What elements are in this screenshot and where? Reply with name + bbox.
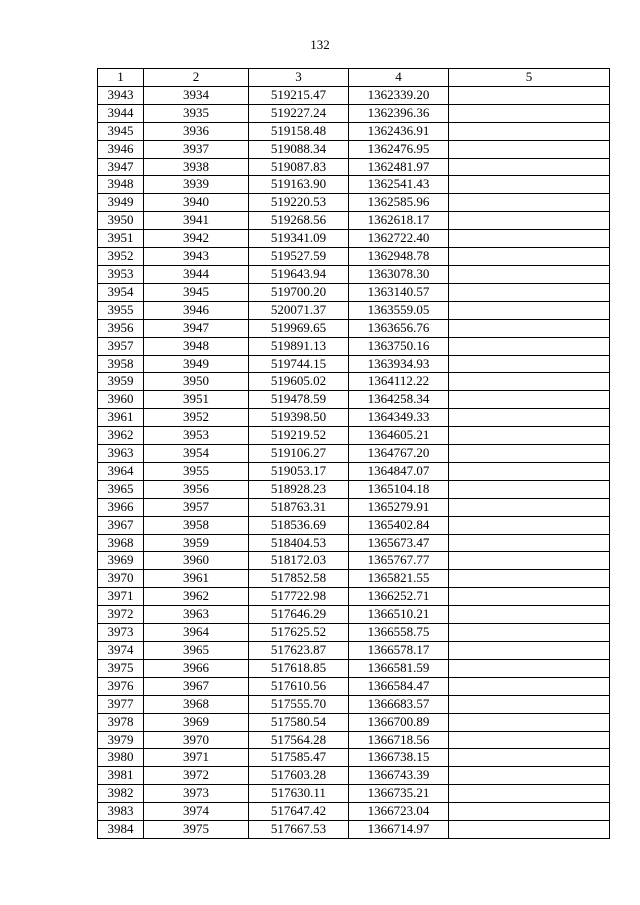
table-cell: 3955 <box>144 462 249 480</box>
table-cell: 519969.65 <box>249 319 349 337</box>
table-cell: 3936 <box>144 122 249 140</box>
table-cell: 3943 <box>144 248 249 266</box>
table-cell: 1366584.47 <box>349 677 449 695</box>
table-cell: 519700.20 <box>249 283 349 301</box>
table-row <box>98 659 610 677</box>
table-row <box>98 588 610 606</box>
table-cell: 3969 <box>98 552 144 570</box>
table-cell: 3946 <box>144 301 249 319</box>
table-cell: 3950 <box>144 373 249 391</box>
table-cell: 3963 <box>144 606 249 624</box>
table-cell: 1366714.97 <box>349 821 449 839</box>
table-cell: 517564.28 <box>249 731 349 749</box>
table-cell: 517646.29 <box>249 606 349 624</box>
table-cell: 3963 <box>98 445 144 463</box>
table-cell: 1363750.16 <box>349 337 449 355</box>
table-cell: 517852.58 <box>249 570 349 588</box>
table-cell: 519398.50 <box>249 409 349 427</box>
table-cell: 1363559.05 <box>349 301 449 319</box>
table-cell: 3973 <box>98 624 144 642</box>
table-row <box>98 606 610 624</box>
table-cell: 1366683.57 <box>349 695 449 713</box>
table-cell: 1362618.17 <box>349 212 449 230</box>
table-cell: 3948 <box>144 337 249 355</box>
table-cell: 3970 <box>144 731 249 749</box>
table-row <box>98 265 610 283</box>
table-cell <box>449 337 610 355</box>
table-row <box>98 427 610 445</box>
table-cell <box>449 427 610 445</box>
table-cell <box>449 140 610 158</box>
table-header <box>98 69 610 87</box>
coordinates-table <box>97 68 610 839</box>
table-cell <box>449 659 610 677</box>
table-cell <box>449 695 610 713</box>
table-cell <box>449 552 610 570</box>
table-cell: 3954 <box>144 445 249 463</box>
table-cell: 1365767.77 <box>349 552 449 570</box>
table-cell: 1364112.22 <box>349 373 449 391</box>
table-cell: 3957 <box>144 498 249 516</box>
table-row <box>98 821 610 839</box>
table-row <box>98 624 610 642</box>
table-cell: 3947 <box>98 158 144 176</box>
table-cell: 517667.53 <box>249 821 349 839</box>
table-cell: 1366252.71 <box>349 588 449 606</box>
table-cell: 3951 <box>144 391 249 409</box>
table-cell: 1365279.91 <box>349 498 449 516</box>
table-cell <box>449 534 610 552</box>
table-cell: 519087.83 <box>249 158 349 176</box>
table-cell: 3949 <box>144 355 249 373</box>
table-cell: 1365104.18 <box>349 480 449 498</box>
table-cell: 3959 <box>98 373 144 391</box>
column-header: 1 <box>98 69 144 87</box>
table-cell <box>449 713 610 731</box>
table-cell: 519605.02 <box>249 373 349 391</box>
table-cell: 3947 <box>144 319 249 337</box>
table-row <box>98 713 610 731</box>
table-cell: 1365402.84 <box>349 516 449 534</box>
table-row <box>98 516 610 534</box>
column-header: 5 <box>449 69 610 87</box>
table-row <box>98 194 610 212</box>
table-cell: 1364349.33 <box>349 409 449 427</box>
table-cell: 1363140.57 <box>349 283 449 301</box>
table-cell: 1364605.21 <box>349 427 449 445</box>
table-cell <box>449 301 610 319</box>
table-cell: 1365673.47 <box>349 534 449 552</box>
table-cell: 3968 <box>98 534 144 552</box>
table-cell: 3984 <box>98 821 144 839</box>
table-cell <box>449 516 610 534</box>
table-cell: 1362948.78 <box>349 248 449 266</box>
table-row <box>98 230 610 248</box>
column-header: 3 <box>249 69 349 87</box>
table-cell: 3979 <box>98 731 144 749</box>
table-cell: 519220.53 <box>249 194 349 212</box>
table-cell <box>449 230 610 248</box>
column-header: 4 <box>349 69 449 87</box>
table-cell: 1362396.36 <box>349 104 449 122</box>
table-cell: 3958 <box>144 516 249 534</box>
table-cell <box>449 212 610 230</box>
table-cell: 517580.54 <box>249 713 349 731</box>
table-cell: 517623.87 <box>249 642 349 660</box>
table-cell: 3983 <box>98 803 144 821</box>
table-cell: 519643.94 <box>249 265 349 283</box>
table-cell: 1366735.21 <box>349 785 449 803</box>
table-row <box>98 445 610 463</box>
table-row <box>98 158 610 176</box>
table-cell: 519219.52 <box>249 427 349 445</box>
table-row <box>98 355 610 373</box>
table-row <box>98 86 610 104</box>
table-cell: 1362585.96 <box>349 194 449 212</box>
table-cell: 3975 <box>98 659 144 677</box>
table-cell: 3946 <box>98 140 144 158</box>
table-row <box>98 695 610 713</box>
table-cell: 3962 <box>144 588 249 606</box>
table-cell: 1366718.56 <box>349 731 449 749</box>
table-cell: 3934 <box>144 86 249 104</box>
table-cell: 519268.56 <box>249 212 349 230</box>
table-cell <box>449 194 610 212</box>
table-cell: 3945 <box>98 122 144 140</box>
table-cell <box>449 624 610 642</box>
table-cell <box>449 355 610 373</box>
table-cell <box>449 821 610 839</box>
table-cell <box>449 498 610 516</box>
table-cell <box>449 248 610 266</box>
table-cell: 517647.42 <box>249 803 349 821</box>
table-row <box>98 642 610 660</box>
table-cell: 1363934.93 <box>349 355 449 373</box>
table-cell: 3967 <box>98 516 144 534</box>
table-cell: 3952 <box>144 409 249 427</box>
table-row <box>98 248 610 266</box>
table-cell: 1366723.04 <box>349 803 449 821</box>
table-cell: 1362481.97 <box>349 158 449 176</box>
table-cell <box>449 785 610 803</box>
table-cell: 3962 <box>98 427 144 445</box>
table-cell: 1366558.75 <box>349 624 449 642</box>
table-cell: 3964 <box>98 462 144 480</box>
table-cell: 3964 <box>144 624 249 642</box>
table-row <box>98 319 610 337</box>
table-cell: 3969 <box>144 713 249 731</box>
table-cell: 3966 <box>98 498 144 516</box>
table-cell: 1366700.89 <box>349 713 449 731</box>
table-cell: 3945 <box>144 283 249 301</box>
table-row <box>98 337 610 355</box>
table-cell: 3982 <box>98 785 144 803</box>
table-cell: 1362436.91 <box>349 122 449 140</box>
table-cell: 1366578.17 <box>349 642 449 660</box>
table-cell: 519527.59 <box>249 248 349 266</box>
table-cell: 3965 <box>144 642 249 660</box>
table-row <box>98 731 610 749</box>
table-cell: 3942 <box>144 230 249 248</box>
table-cell: 3944 <box>98 104 144 122</box>
table-row <box>98 498 610 516</box>
table-cell: 3944 <box>144 265 249 283</box>
table-cell: 517630.11 <box>249 785 349 803</box>
table-cell: 3940 <box>144 194 249 212</box>
table-cell: 1363078.30 <box>349 265 449 283</box>
page-number: 132 <box>310 37 330 52</box>
table-row <box>98 462 610 480</box>
table-cell <box>449 265 610 283</box>
table-cell: 3958 <box>98 355 144 373</box>
table-row <box>98 767 610 785</box>
table-cell: 3981 <box>98 767 144 785</box>
table-cell: 519158.48 <box>249 122 349 140</box>
table-row <box>98 122 610 140</box>
table-cell <box>449 570 610 588</box>
table-cell: 517625.52 <box>249 624 349 642</box>
table-cell: 3972 <box>144 767 249 785</box>
table-cell: 520071.37 <box>249 301 349 319</box>
table-cell: 3970 <box>98 570 144 588</box>
table-cell <box>449 642 610 660</box>
table-cell: 518172.03 <box>249 552 349 570</box>
table-cell: 3978 <box>98 713 144 731</box>
table-cell: 3956 <box>144 480 249 498</box>
table-row <box>98 301 610 319</box>
table-cell: 1366738.15 <box>349 749 449 767</box>
table-cell <box>449 86 610 104</box>
table-cell <box>449 373 610 391</box>
table-cell: 519215.47 <box>249 86 349 104</box>
table-cell: 3937 <box>144 140 249 158</box>
table-row <box>98 677 610 695</box>
table-cell <box>449 104 610 122</box>
table-cell: 1366510.21 <box>349 606 449 624</box>
table-cell: 519478.59 <box>249 391 349 409</box>
table-row <box>98 749 610 767</box>
table-cell <box>449 319 610 337</box>
table-cell: 519053.17 <box>249 462 349 480</box>
table-cell: 3948 <box>98 176 144 194</box>
table-cell: 1363656.76 <box>349 319 449 337</box>
table-cell: 3973 <box>144 785 249 803</box>
table-cell: 3949 <box>98 194 144 212</box>
table-cell: 3965 <box>98 480 144 498</box>
table-cell: 519744.15 <box>249 355 349 373</box>
table-cell <box>449 588 610 606</box>
table-cell <box>449 409 610 427</box>
table-cell <box>449 176 610 194</box>
header-row <box>98 69 610 87</box>
table-cell: 3953 <box>98 265 144 283</box>
table-cell: 3976 <box>98 677 144 695</box>
table-cell: 3972 <box>98 606 144 624</box>
table-cell: 3953 <box>144 427 249 445</box>
table-cell: 517722.98 <box>249 588 349 606</box>
table-cell <box>449 606 610 624</box>
table-cell: 1362476.95 <box>349 140 449 158</box>
table-cell <box>449 158 610 176</box>
table-cell: 3971 <box>98 588 144 606</box>
table-cell: 3960 <box>98 391 144 409</box>
table-cell: 518404.53 <box>249 534 349 552</box>
table-cell: 517618.85 <box>249 659 349 677</box>
table-cell: 1365821.55 <box>349 570 449 588</box>
table-cell: 3952 <box>98 248 144 266</box>
table-cell: 3967 <box>144 677 249 695</box>
table-cell: 1366581.59 <box>349 659 449 677</box>
table-cell: 3951 <box>98 230 144 248</box>
table-cell <box>449 480 610 498</box>
table-cell: 3935 <box>144 104 249 122</box>
table-row <box>98 104 610 122</box>
table-cell: 3966 <box>144 659 249 677</box>
table-cell: 1364767.20 <box>349 445 449 463</box>
table-row <box>98 212 610 230</box>
table-cell: 3938 <box>144 158 249 176</box>
table-row <box>98 176 610 194</box>
table-cell: 3975 <box>144 821 249 839</box>
table-row <box>98 785 610 803</box>
table-cell: 3943 <box>98 86 144 104</box>
table-cell: 3954 <box>98 283 144 301</box>
table-cell <box>449 391 610 409</box>
table-cell: 3971 <box>144 749 249 767</box>
table-cell: 3980 <box>98 749 144 767</box>
table-row <box>98 373 610 391</box>
table-body <box>98 86 610 838</box>
table-cell: 519088.34 <box>249 140 349 158</box>
table-cell: 1364258.34 <box>349 391 449 409</box>
table-cell: 3977 <box>98 695 144 713</box>
table-row <box>98 552 610 570</box>
table-cell: 519341.09 <box>249 230 349 248</box>
table-cell: 3961 <box>144 570 249 588</box>
table-row <box>98 409 610 427</box>
table-cell <box>449 677 610 695</box>
table-cell: 3955 <box>98 301 144 319</box>
table-cell: 519227.24 <box>249 104 349 122</box>
table-cell: 3961 <box>98 409 144 427</box>
table-row <box>98 803 610 821</box>
table-cell: 3960 <box>144 552 249 570</box>
table-cell: 517555.70 <box>249 695 349 713</box>
table-cell: 518928.23 <box>249 480 349 498</box>
table-cell <box>449 767 610 785</box>
table-row <box>98 391 610 409</box>
table-cell: 1364847.07 <box>349 462 449 480</box>
table-cell: 1366743.39 <box>349 767 449 785</box>
table-cell: 3939 <box>144 176 249 194</box>
table-cell <box>449 462 610 480</box>
table-cell: 3968 <box>144 695 249 713</box>
table-cell: 519891.13 <box>249 337 349 355</box>
table-cell: 517603.28 <box>249 767 349 785</box>
table-row <box>98 570 610 588</box>
table-cell: 519106.27 <box>249 445 349 463</box>
column-header: 2 <box>144 69 249 87</box>
table-cell: 517585.47 <box>249 749 349 767</box>
table-cell: 3957 <box>98 337 144 355</box>
table-row <box>98 534 610 552</box>
table-cell: 1362541.43 <box>349 176 449 194</box>
table-cell: 3950 <box>98 212 144 230</box>
table-cell: 3974 <box>98 642 144 660</box>
table-cell: 3974 <box>144 803 249 821</box>
table-cell: 518763.31 <box>249 498 349 516</box>
table-cell: 1362722.40 <box>349 230 449 248</box>
table-row <box>98 283 610 301</box>
table-cell <box>449 445 610 463</box>
table-cell <box>449 731 610 749</box>
table-row <box>98 140 610 158</box>
table-cell: 3959 <box>144 534 249 552</box>
table-cell: 519163.90 <box>249 176 349 194</box>
table-row <box>98 480 610 498</box>
table-cell <box>449 122 610 140</box>
table-cell: 3941 <box>144 212 249 230</box>
table-cell <box>449 283 610 301</box>
table-cell: 1362339.20 <box>349 86 449 104</box>
table-cell <box>449 803 610 821</box>
table-cell: 517610.56 <box>249 677 349 695</box>
table-cell <box>449 749 610 767</box>
table-cell: 518536.69 <box>249 516 349 534</box>
table-cell: 3956 <box>98 319 144 337</box>
